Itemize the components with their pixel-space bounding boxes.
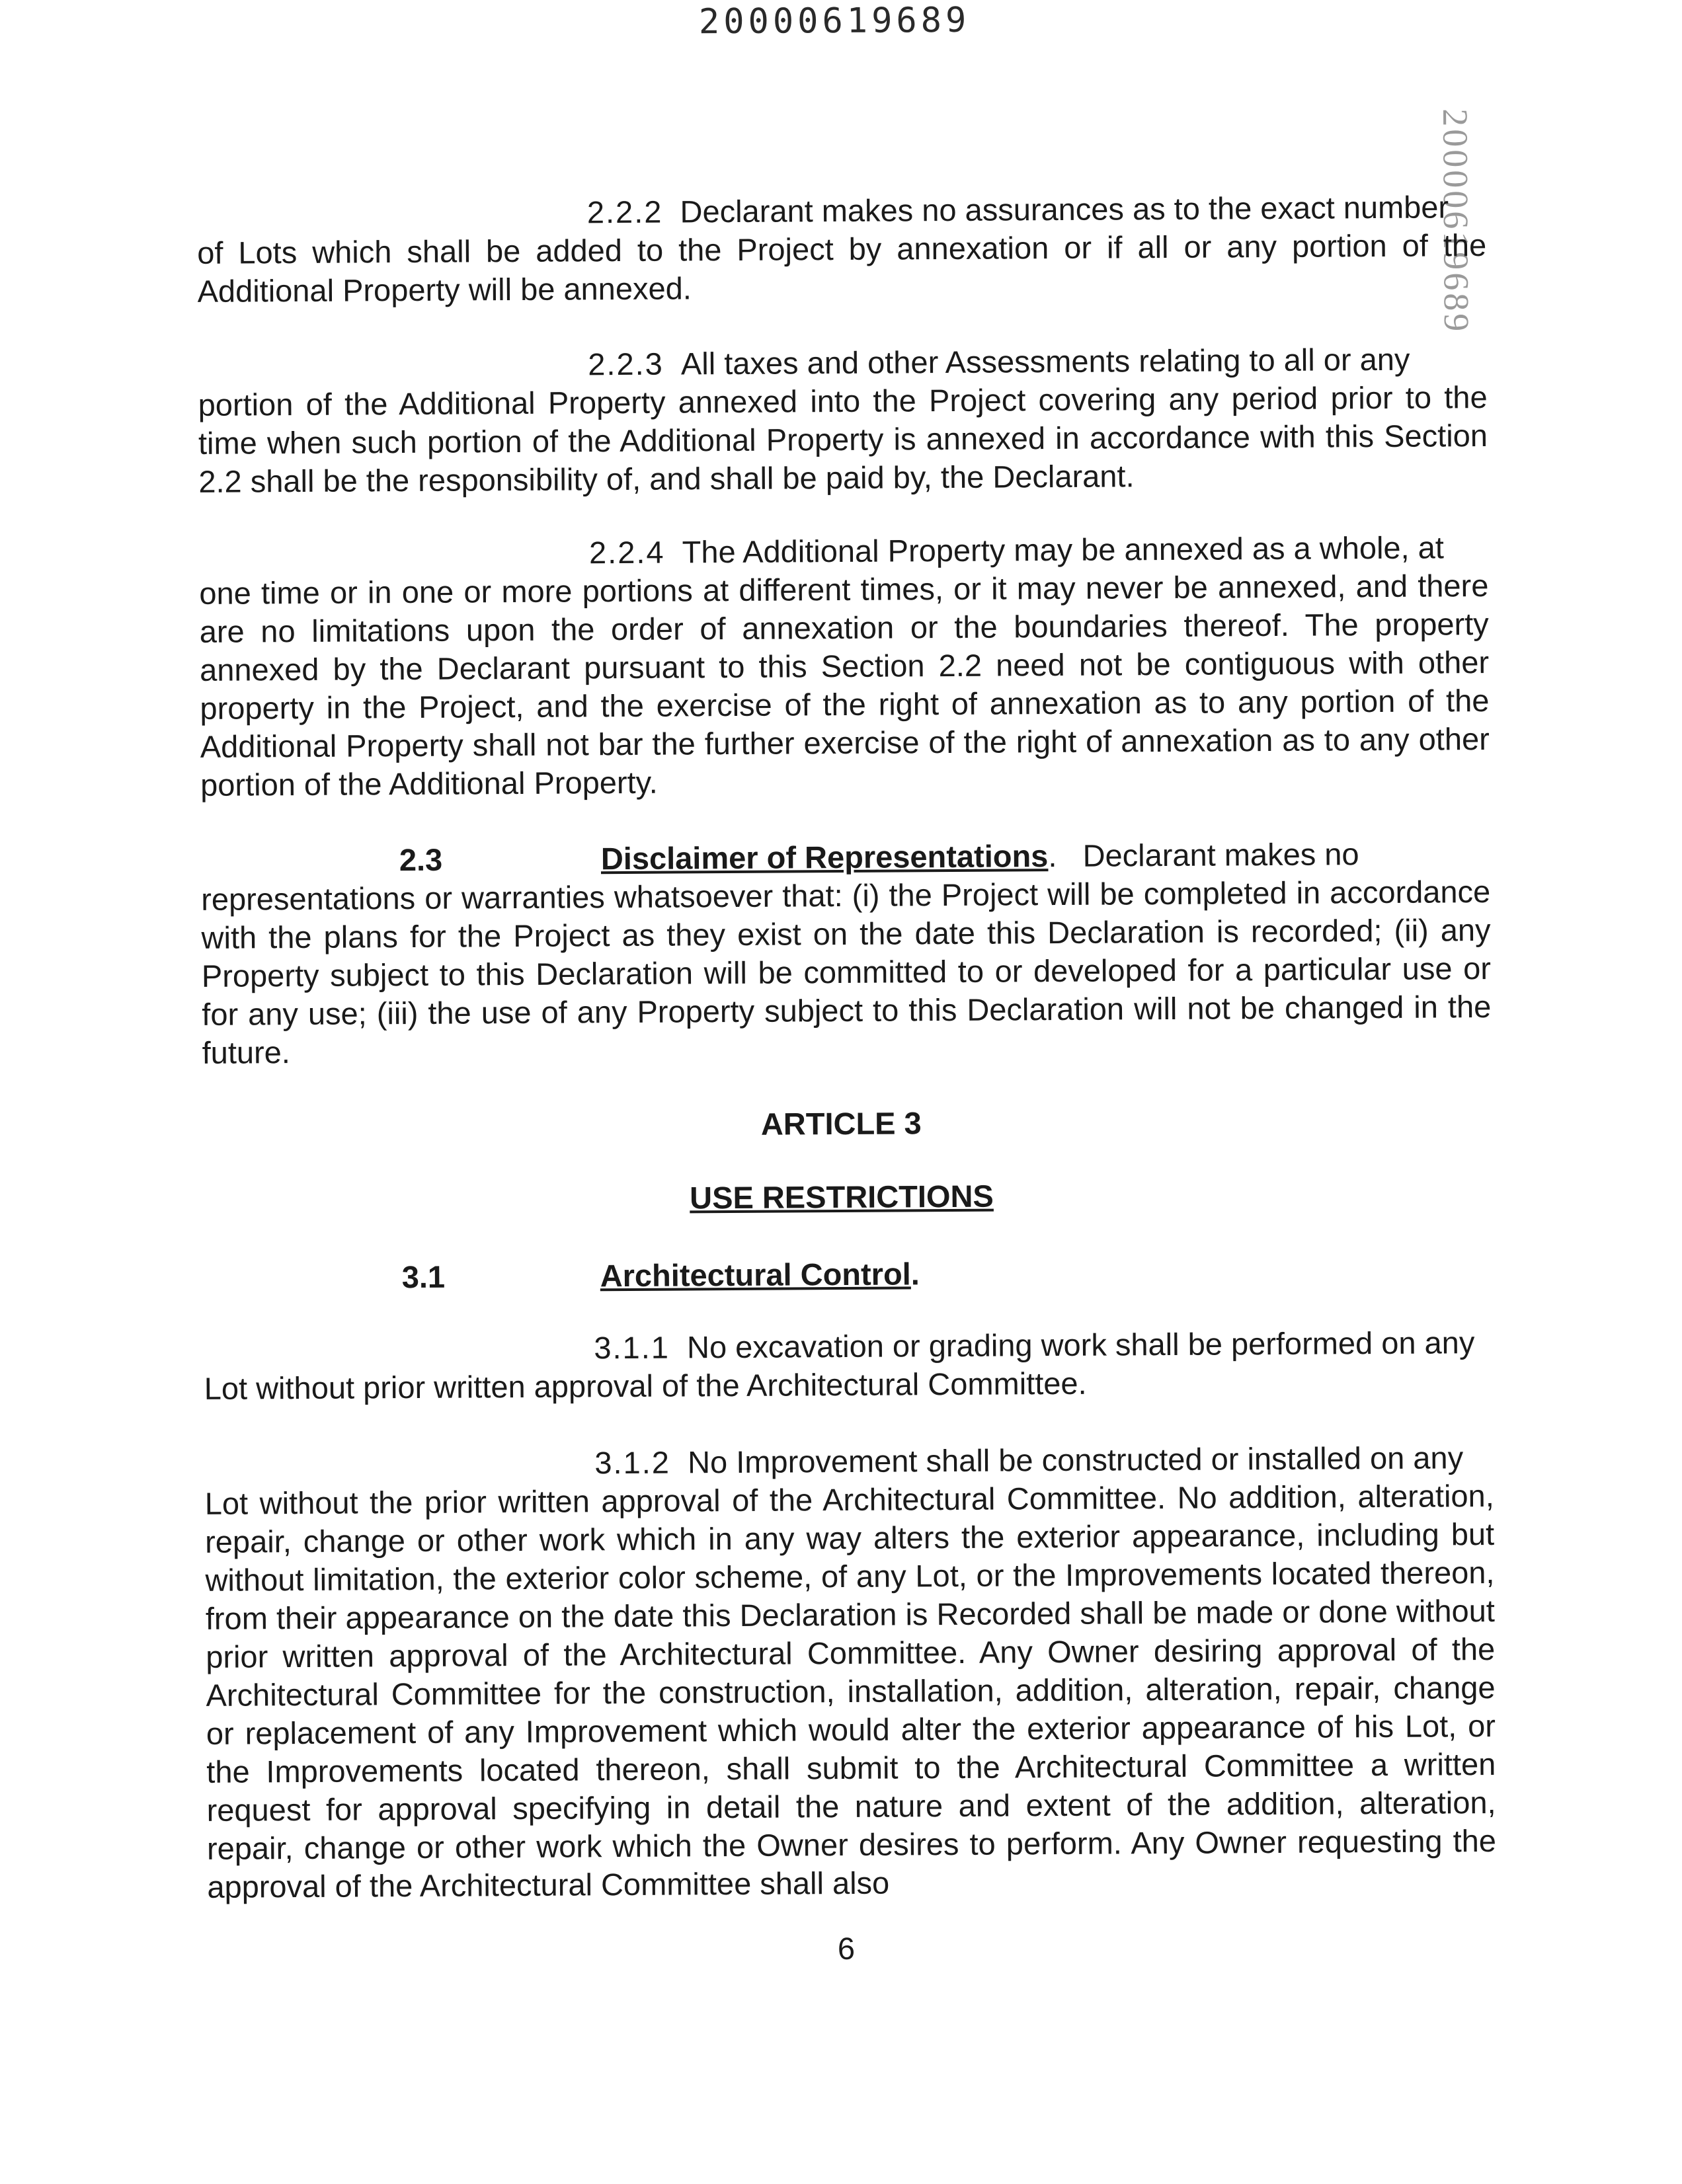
section-number: 2.3 <box>399 841 443 878</box>
section-body: Lot without prior written approval of the Architectural Committee. <box>204 1365 1087 1406</box>
section-number: 3.1.1 <box>594 1329 670 1366</box>
article-title: USE RESTRICTIONS <box>690 1178 994 1216</box>
section-2-3-lead-line <box>201 834 1490 880</box>
section-2-2-4-lead-line <box>199 528 1488 574</box>
section-body: representations or warranties whatsoever that: (i) the Project will be completed in accordance with the plans for the Project as they exist on the date this Declaration is recorded; (ii) any Property subject to this Declaration will be committed to or developed for a particular use or for any use; (iii) the use of any Property subject to this Declaration will not be changed in the future. <box>201 873 1492 1070</box>
section-number: 3.1 <box>401 1259 446 1295</box>
section-body: portion of the Additional Property annexed into the Project covering any period prior to the time when such portion of the Additional Property is annexed in accordance with this Section 2.2 shall be the responsibility of, and shall be paid by, the Declarant. <box>198 379 1488 499</box>
section-2-2-2-lead-line <box>197 188 1486 234</box>
section-body: Lot without the prior written approval of the Architectural Committee. No addition, alteration, repair, change or other work which in any way alters the exterior appearance, including but without limitation, the exterior color scheme, of any Lot, or the Improvements located thereon, from their appearance on the date this Declaration is Recorded shall be made or done without prior written approval of the Architectural Committee. Any Owner desiring approval of the Architectural Committee for the construction, installation, addition, alteration, repair, change or replacement of any Improvement which would alter the exterior appearance of his Lot, or the Improvements located thereon, shall submit to the Architectural Committee a written request for approval specifying in detail the nature and extent of the addition, alteration, repair, change or other work which the Owner desires to perform. Any Owner requesting the approval of the Architectural Committee shall also <box>204 1477 1497 1904</box>
document-id: 20000619689 <box>698 0 971 42</box>
section-number: 2.2.4 <box>588 534 665 570</box>
side-stamp: 20000619689 <box>1435 108 1477 334</box>
section-3-1-1 <box>204 1323 1494 1408</box>
section-number: 2.2.3 <box>588 346 664 382</box>
section-lead: All taxes and other Assessments relating to all or any <box>680 341 1410 381</box>
section-3-1-2-lead-line <box>204 1438 1494 1485</box>
section-2-3 <box>201 834 1492 1072</box>
section-2-2-3 <box>198 340 1488 501</box>
section-lead: Declarant makes no assurances as to the exact number <box>680 189 1449 229</box>
section-title: Architectural Control <box>600 1256 911 1294</box>
section-lead: The Additional Property may be annexed as a whole, at <box>682 529 1445 570</box>
section-2-2-2 <box>197 188 1487 311</box>
page-number: 6 <box>837 1930 856 1967</box>
section-title-punct: . <box>1048 838 1057 874</box>
section-body: one time or in one or more portions at different times, or it may never be annexed, and there are no limitations upon the order of annexation or the boundaries thereof. The property annexed by the Declarant pursuant to this Section 2.2 need not be contiguous with other property in the Project, and the exercise of the right of annexation as to any portion of the Additional Property shall not bar the further exercise of the right of annexation as to any other portion of the Additional Property. <box>199 568 1490 802</box>
section-title-punct: . <box>910 1256 920 1292</box>
section-lead: Declarant makes no <box>1082 836 1359 873</box>
section-number: 2.2.2 <box>586 194 663 230</box>
section-number: 3.1.2 <box>594 1444 671 1481</box>
section-3-1-2 <box>204 1438 1496 1906</box>
section-title: Disclaimer of Representations <box>600 838 1049 877</box>
section-lead: No excavation or grading work shall be performed on any <box>686 1325 1475 1365</box>
section-lead: No Improvement shall be constructed or installed on any <box>687 1440 1464 1480</box>
section-2-2-4 <box>199 528 1490 804</box>
section-body: of Lots which shall be added to the Project by annexation or if all or any portion of the Additional Property will be annexed. <box>197 227 1487 309</box>
section-2-2-3-lead-line <box>198 340 1487 386</box>
section-3-1 <box>402 1255 920 1295</box>
section-3-1-1-lead-line <box>204 1323 1493 1370</box>
article-label: ARTICLE 3 <box>760 1105 922 1142</box>
